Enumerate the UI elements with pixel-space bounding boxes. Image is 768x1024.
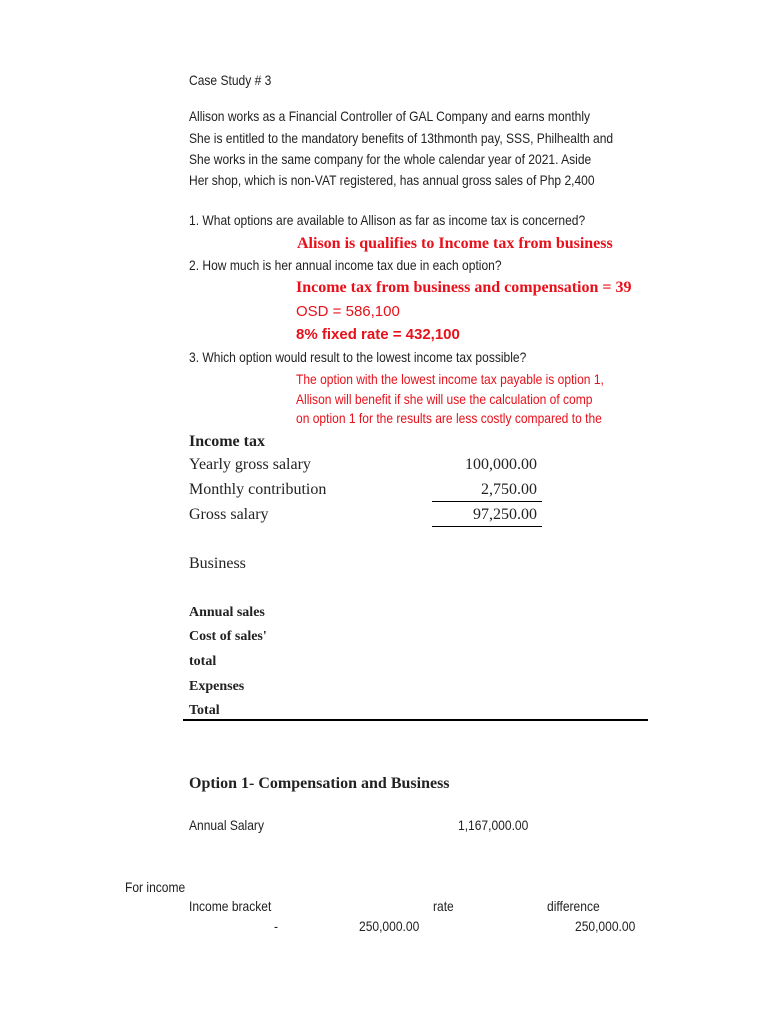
answer-2-osd: OSD = 586,100 — [296, 303, 400, 320]
monthly-contribution-label: Monthly contribution — [189, 481, 327, 498]
answer-3-line-2: Allison will benefit if she will use the calculation of comp — [296, 391, 593, 407]
answer-2-fixed-rate: 8% fixed rate = 432,100 — [296, 326, 460, 343]
option-1-heading: Option 1- Compensation and Business — [189, 775, 450, 792]
intro-line-2: She is entitled to the mandatory benefits of 13thmonth pay, SSS, Philhealth and — [189, 130, 614, 146]
total-rule — [432, 526, 542, 527]
question-3: 3. Which option would result to the lowest income tax possible? — [189, 349, 527, 365]
business-total-rule — [183, 719, 648, 721]
business-heading: Business — [189, 555, 246, 572]
total-label: total — [189, 654, 217, 669]
income-bracket-header: Income bracket — [189, 898, 272, 914]
cost-of-sales-label: Cost of sales' — [189, 629, 267, 644]
gross-salary-label: Gross salary — [189, 506, 269, 523]
bracket-row-difference: 250,000.00 — [575, 918, 636, 934]
business-total-label: Total — [189, 703, 220, 718]
yearly-gross-salary-label: Yearly gross salary — [189, 456, 311, 473]
bracket-row-to: 250,000.00 — [359, 918, 420, 934]
question-1: 1. What options are available to Allison as far as income tax is concerned? — [189, 212, 586, 228]
rate-header: rate — [433, 898, 454, 914]
answer-2-line-1: Income tax from business and compensation = 39 — [296, 279, 632, 296]
answer-3-line-1: The option with the lowest income tax payable is option 1, — [296, 371, 604, 387]
intro-line-1: Allison works as a Financial Controller of GAL Company and earns monthly — [189, 108, 591, 124]
difference-header: difference — [547, 898, 600, 914]
question-2: 2. How much is her annual income tax due in each option? — [189, 257, 502, 273]
answer-3-line-3: on option 1 for the results are less costly compared to the — [296, 410, 602, 426]
monthly-contribution-value: 2,750.00 — [481, 481, 537, 498]
yearly-gross-salary-value: 100,000.00 — [465, 456, 537, 473]
gross-salary-value: 97,250.00 — [473, 506, 537, 523]
subtotal-rule — [432, 501, 542, 502]
expenses-label: Expenses — [189, 679, 245, 694]
answer-1: Alison is qualifies to Income tax from business — [297, 235, 613, 252]
case-study-title: Case Study # 3 — [189, 72, 272, 88]
annual-sales-label: Annual sales — [189, 605, 265, 620]
intro-line-4: Her shop, which is non-VAT registered, has annual gross sales of Php 2,400 — [189, 172, 595, 188]
annual-salary-value: 1,167,000.00 — [458, 817, 529, 833]
for-income-label: For income — [125, 879, 186, 895]
annual-salary-label: Annual Salary — [189, 817, 264, 833]
intro-line-3: She works in the same company for the whole calendar year of 2021. Aside — [189, 151, 592, 167]
income-tax-heading: Income tax — [189, 433, 265, 450]
bracket-row-from: - — [274, 918, 279, 934]
